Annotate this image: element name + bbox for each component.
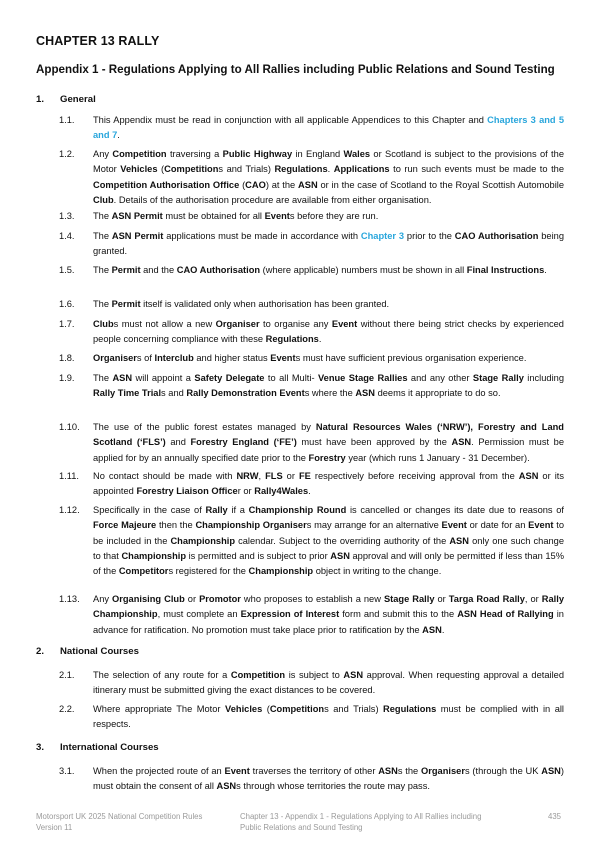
chapter-3-link[interactable]: Chapter 3 (360, 231, 405, 241)
clause-1-11: 1.11. No contact should be made with NRW, FLS or FE respectively before receiving approval from the ASN or its appointed Forestry Liaison Officer or Rally4Wales. (59, 471, 565, 497)
clause-1-12: 1.12. Specifically in the case of Rally if a Championship Round is cancelled or changes its date due to reasons of Force Majeure then the Championship Organisers may arrange for an alternative Event or date for an Event to be included in the Championship calendar. Subject to the overriding authority of the ASN only one such change to that Championship is permitted and is subject to prior ASN approval and will only be permitted if less than 15% of the Competitors registered for the Championship object in writing to the change. (59, 505, 565, 577)
clause-2-1: 2.1. The selection of any route for a Competition is subject to ASN approval. When requesting approval a detailed itinerary must be submitted giving the exact distances to be covered. (59, 670, 564, 696)
chapters-3-5-7-link[interactable]: Chapters 3 and 5 and 7 (93, 115, 564, 141)
chapter-title: CHAPTER 13 RALLY (36, 34, 160, 48)
clause-1-10: 1.10. The use of the public forest estates managed by Natural Resources Wales (‘NRW’), Forestry and Land Scotland (‘FLS’) and Forestry England (‘FE’) must have been approved by the ASN. Permission must be applied for by an annually specified date prior to the Forestry year (which runs 1 January - 31 December). (59, 422, 564, 463)
clause-2-2: 2.2. Where appropriate The Motor Vehicles (Competitions and Trials) Regulations must be complied with in all respects. (59, 704, 564, 730)
footer-chapter-ref: Chapter 13 - Appendix 1 - Regulations Applying to All Rallies including Public Relations and Sound Testing (240, 812, 482, 832)
clause-1-13: 1.13. Any Organising Club or Promotor who proposes to establish a new Stage Rally or Targa Road Rally, or Rally Championship, must complete an Expression of Interest form and submit this to the ASN Head of Rallying in advance for ratification. No promotion must take place prior to ratification by the ASN. (59, 594, 565, 635)
clause-1-4: 1.4. The ASN Permit applications must be made in accordance with Chapter 3 prior to the CAO Authorisation being granted. (59, 231, 564, 257)
clause-1-9: 1.9. The ASN will appoint a Safety Delegate to all Multi- Venue Stage Rallies and any other Stage Rally including Rally Time Trials and Rally Demonstration Events where the ASN deems it appropriate to do so. (59, 373, 564, 399)
section-heading: 2. National Courses (36, 646, 139, 657)
page-number: 435 (548, 812, 562, 821)
section-heading: 3. International Courses (36, 742, 159, 753)
clause-1-6: 1.6. The Permit itself is validated only when authorisation has been granted. (59, 299, 390, 309)
section-heading: 1. General (36, 94, 96, 105)
clause-1-1: 1.1. This Appendix must be read in conjunction with all applicable Appendices to this Chapter and Chapters 3 and 5 and 7. (59, 115, 564, 141)
clause-1-8: 1.8. Organisers of Interclub and higher status Events must have sufficient previous organisation experience. (59, 353, 527, 363)
clause-1-7: 1.7. Clubs must not allow a new Organiser to organise any Event without there being strict checks by experienced people concerning compliance with these Regulations. (59, 319, 564, 345)
clause-1-3: 1.3. The ASN Permit must be obtained for all Events before they are run. (59, 211, 379, 221)
clause-1-2: 1.2. Any Competition traversing a Public Highway in England Wales or Scotland is subject to the provisions of the Motor Vehicles (Competitions and Trials) Regulations. Applications to run such events must be made to the Competition Authorisation Office (CAO) at the ASN or in the case of Scotland to the Royal Scottish Automobile Club. Details of the authorisation procedure are available from either organisation. (59, 149, 564, 205)
clause-3-1: 3.1. When the projected route of an Event traverses the territory of other ASNs the Organisers (through the UK ASN) must obtain the consent of all ASNs through whose territories the route may pass. (59, 766, 564, 792)
footer-publication: Motorsport UK 2025 National Competition Rules Version 11 (36, 812, 203, 832)
appendix-title: Appendix 1 - Regulations Applying to All Rallies including Public Relations and Sound Testing (36, 63, 555, 76)
clause-1-5: 1.5. The Permit and the CAO Authorisation (where applicable) numbers must be shown in all Final Instructions. (59, 265, 547, 275)
